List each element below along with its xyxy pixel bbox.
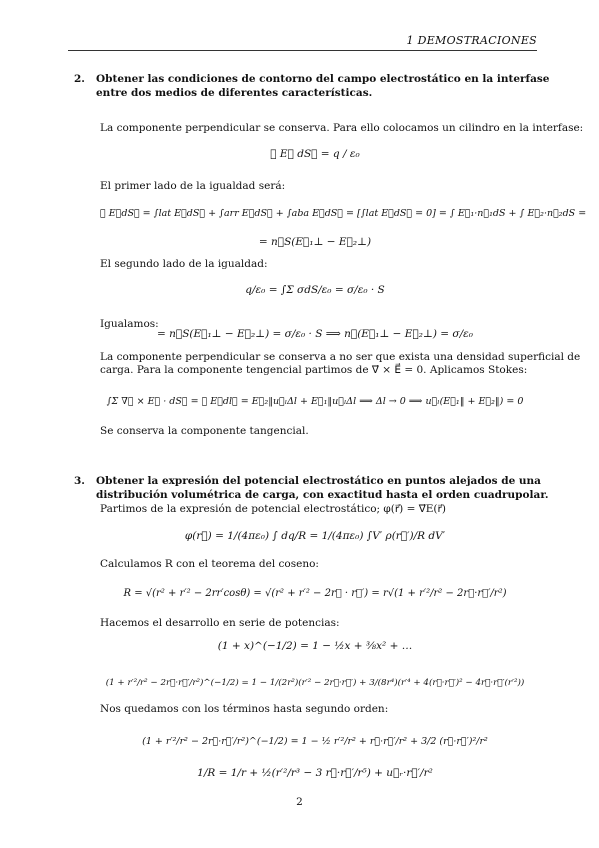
problem-3-paragraph-4: Nos quedamos con los términos hasta segundo orden: xyxy=(100,703,389,715)
problem-2-paragraph-3: El segundo lado de la igualdad: xyxy=(100,258,268,270)
problem-2-equation-5: ∫Σ ∇⃗ × E⃗ · dS⃗ = ∮ E⃗dl⃗ = E⃗₂‖u⃗ₗΔl + E⃗₁‖u⃗ₗΔl ⟹ Δl → 0 ⟹ u⃗ₗ(E⃗₁‖ + E⃗₂‖) = 0 xyxy=(106,396,524,407)
running-header: 1 DEMOSTRACIONES xyxy=(406,34,537,47)
problem-2-equation-3: q/ε₀ = ∫Σ σdS/ε₀ = σ/ε₀ · S xyxy=(245,284,385,296)
problem-3-paragraph-2: Calculamos R con el teorema del coseno: xyxy=(100,558,319,570)
problem-3-equation-2: R = √(r² + r′² − 2rr′cosθ) = √(r² + r′² − 2r⃗ · r⃗′) = r√(1 + r′²/r² − 2r⃗·r⃗′/r²) xyxy=(123,588,507,599)
problem-2-paragraph-1: La componente perpendicular se conserva. Para ello colocamos un cilindro en la interfase: xyxy=(100,122,584,134)
problem-3-equation-4: (1 + r′²/r² − 2r⃗·r⃗′/r²)^(−1/2) = 1 − 1/(2r²)(r′² − 2r⃗·r⃗′) + 3/(8r⁴)(r′⁴ + 4(r⃗·r⃗′)² − 4r⃗·r⃗′(r′²)) xyxy=(105,678,525,688)
problem-2-equation-2: ∮ E⃗dS⃗ = ∫lat E⃗dS⃗ + ∫arr E⃗dS⃗ + ∫aba E⃗dS⃗ = [∫lat E⃗dS⃗ = 0] = ∫ E⃗₁·n⃗₁dS + ∫ E⃗₂·n⃗₂dS = xyxy=(100,208,587,219)
problem-3-number: 3. xyxy=(74,475,85,487)
problem-3-equation-6: 1/R = 1/r + ½(r′²/r³ − 3 r⃗·r⃗′/r⁵) + u⃗ᵣ·r⃗′/r² xyxy=(197,767,433,779)
problem-2-paragraph-2: El primer lado de la igualdad será: xyxy=(100,180,286,192)
problem-3-equation-1: φ(r⃗) = 1/(4πε₀) ∫ dq/R = 1/(4πε₀) ∫V′ ρ(r⃗′)/R dV′ xyxy=(184,530,446,542)
problem-2-title-line2: entre dos medios de diferentes características. xyxy=(96,87,373,99)
problem-2-paragraph-4: Igualamos: xyxy=(100,318,159,330)
page-number: 2 xyxy=(296,796,303,808)
header-rule xyxy=(68,50,537,51)
problem-2-equation-2b: = n⃗S(E⃗₁⊥ − E⃗₂⊥) xyxy=(258,236,372,248)
problem-3-title-line2: distribución volumétrica de carga, con exactitud hasta el orden cuadrupolar. xyxy=(96,489,549,501)
problem-2-equation-1: ∮ E⃗ dS⃗ = q / ε₀ xyxy=(270,148,360,160)
problem-2-equation-4: = n⃗S(E⃗₁⊥ − E⃗₂⊥) = σ/ε₀ · S ⟹ n⃗(E⃗₁⊥ − E⃗₂⊥) = σ/ε₀ xyxy=(157,328,473,340)
problem-3-equation-5: (1 + r′²/r² − 2r⃗·r⃗′/r²)^(−1/2) = 1 − ½ r′²/r² + r⃗·r⃗′/r² + 3/2 (r⃗·r⃗′)²/r² xyxy=(142,736,488,747)
problem-2-title-line1: Obtener las condiciones de contorno del campo electrostático en la interfase xyxy=(96,73,550,85)
problem-2-paragraph-6: Se conserva la componente tangencial. xyxy=(100,425,309,437)
problem-2-number: 2. xyxy=(74,73,85,85)
problem-3-equation-3: (1 + x)^(−1/2) = 1 − ½x + ⅜x² + … xyxy=(217,640,413,652)
problem-2-paragraph-5a: La componente perpendicular se conserva a no ser que exista una densidad superficial de xyxy=(100,351,581,363)
problem-3-paragraph-1: Partimos de la expresión de potencial electrostático; φ(r⃗) = ∇⃗E(r⃗) xyxy=(100,503,446,515)
problem-2-paragraph-5b: carga. Para la componente tengencial partimos de ∇⃗ × E⃗ = 0. Aplicamos Stokes: xyxy=(100,364,528,376)
problem-3-title-line1: Obtener la expresión del potencial electrostático en puntos alejados de una xyxy=(96,475,541,487)
problem-3-paragraph-3: Hacemos el desarrollo en serie de potencias: xyxy=(100,617,340,629)
